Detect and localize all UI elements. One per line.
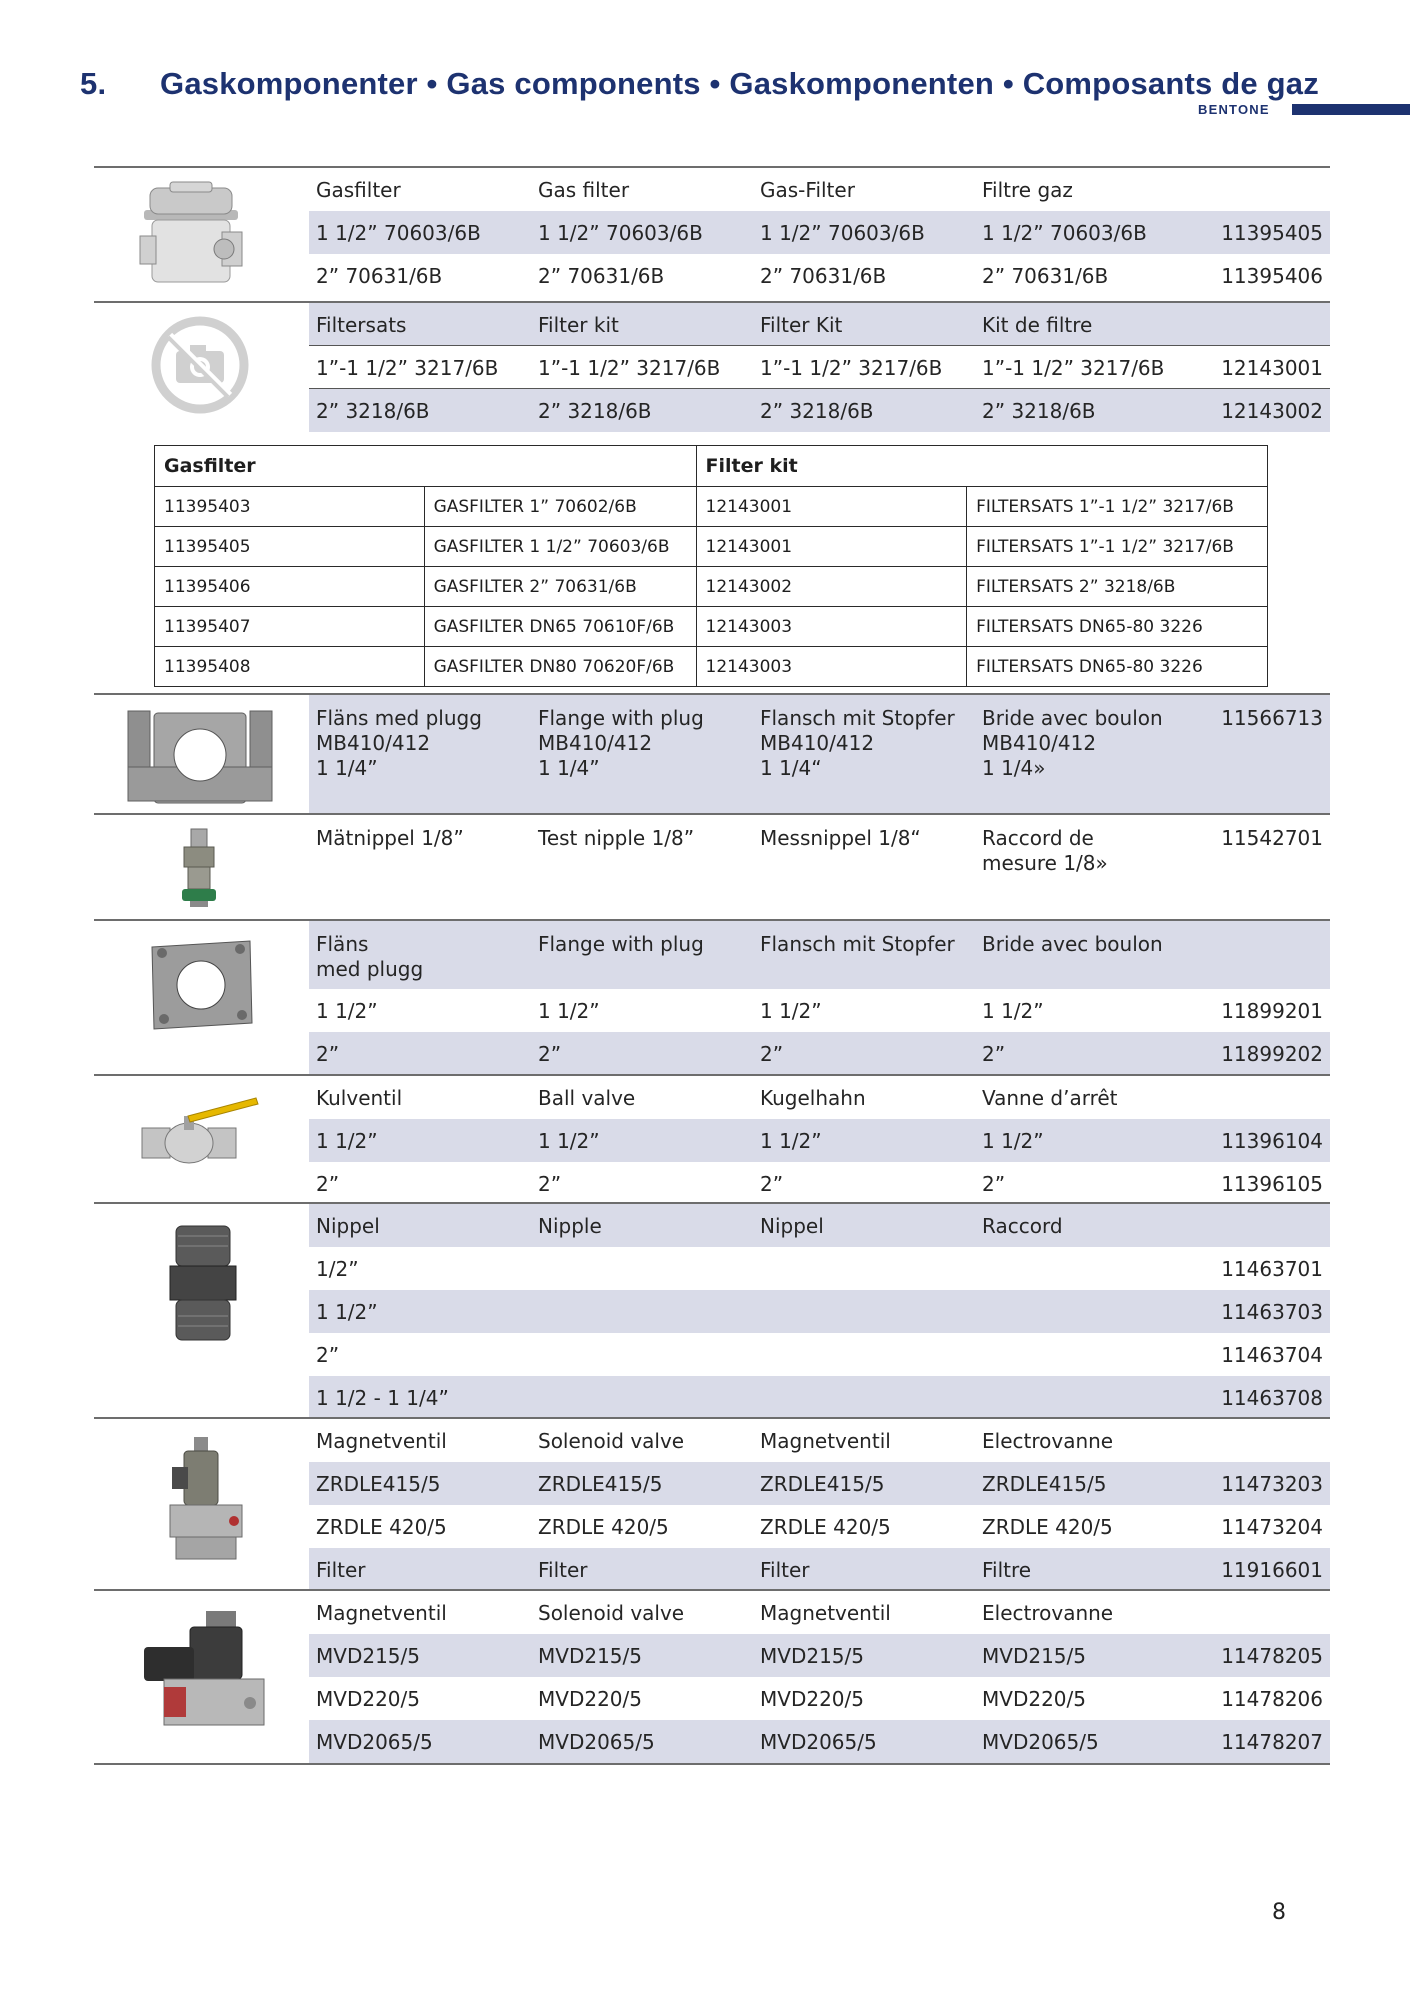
cell: Filter Kit [760,313,843,337]
gasfilter-filterkit-table [154,445,1268,687]
table-row [309,389,1330,432]
cell: 2” 70631/6B [760,264,887,288]
line: 1 1/4” [538,756,600,780]
cell: MVD2065/5 [538,1730,655,1754]
cell: MVD220/5 [760,1687,864,1711]
cell: Solenoid valve [538,1601,685,1625]
cell: Magnetventil [760,1601,891,1625]
cell: 2” [316,1172,340,1196]
line: 1 1/4” [316,756,378,780]
article-number: 12143002 [1221,399,1323,423]
cell: ZRDLE415/5 [760,1472,885,1496]
cell [760,706,955,781]
section-flange [94,919,1330,1076]
line: Bride avec boulon [982,706,1163,730]
article-number: 11899201 [1221,999,1323,1023]
article-number: 11396104 [1221,1129,1323,1153]
line: Flange with plug [538,706,704,730]
section-gas-filter [94,166,1330,303]
table-row [309,815,1330,919]
article-number: 11395405 [1221,221,1323,245]
table-row [309,1119,1330,1162]
table-row [309,1634,1330,1677]
brand-bar [1292,104,1410,115]
table-row [155,647,1268,687]
cell: 1/2” [316,1257,359,1281]
cell: GASFILTER DN65 70610F/6B [424,607,696,647]
cell: Test nipple 1/8” [538,826,695,850]
cell: Electrovanne [982,1429,1114,1453]
table-row [309,1548,1330,1591]
article-number: 11473204 [1221,1515,1323,1539]
cell: FILTERSATS 2” 3218/6B [967,567,1268,607]
filter-kit-header [309,303,1330,346]
cell: FILTERSATS 1”-1 1/2” 3217/6B [967,527,1268,567]
cell: 2” 3218/6B [982,399,1096,423]
table-row [155,567,1268,607]
cell: FILTERSATS 1”-1 1/2” 3217/6B [967,487,1268,527]
line: Flansch mit Stopfer [760,706,955,730]
cell: 1 1/2” [316,1129,378,1153]
cell: Messnippel 1/8“ [760,826,921,850]
table-row [309,1247,1330,1290]
section-solenoid-mvd [94,1589,1330,1765]
cell: Nippel [316,1214,380,1238]
cell: 1 1/2” 70603/6B [538,221,703,245]
cell: MVD2065/5 [760,1730,877,1754]
cell: ZRDLE415/5 [538,1472,663,1496]
table-row [309,695,1330,814]
cell: Kulventil [316,1086,403,1110]
article-number: 11566713 [1221,706,1323,730]
table-row [155,527,1268,567]
cell: Gas-Filter [760,178,855,202]
cell: Gas filter [538,178,630,202]
cell: 12143003 [696,647,967,687]
cell: Mätnippel 1/8” [316,826,464,850]
cell: MVD215/5 [538,1644,642,1668]
line: 1 1/4» [982,756,1046,780]
cell: GASFILTER 1” 70602/6B [424,487,696,527]
line: Raccord de [982,826,1094,850]
article-number: 11463704 [1221,1343,1323,1367]
cell: 2” 3218/6B [760,399,874,423]
cell: 1 1/2” [538,999,600,1023]
table-header-row [155,446,1268,487]
cell: Nipple [538,1214,602,1238]
section-test-nipple [94,813,1330,921]
cell: Raccord [982,1214,1063,1238]
cell: ZRDLE 420/5 [982,1515,1113,1539]
article-number: 11463701 [1221,1257,1323,1281]
cell [316,706,482,781]
line: mesure 1/8» [982,851,1108,875]
cell: 1 1/2” [316,999,378,1023]
cell: Kit de filtre [982,313,1093,337]
cell: ZRDLE415/5 [982,1472,1107,1496]
line: Fläns [316,932,369,956]
table-row [309,1333,1330,1376]
gas-filter-image [136,180,246,292]
cell: Flansch mit Stopfer [760,932,955,956]
cell: 1 1/2” 70603/6B [316,221,481,245]
table-row [155,607,1268,647]
cell: MVD2065/5 [982,1730,1099,1754]
solenoid-valve-mvd-image [140,1607,270,1737]
cell: 12143002 [696,567,967,607]
table-row [309,1162,1330,1205]
line: MB410/412 [982,731,1097,755]
solenoid-valve-image [164,1435,248,1565]
cell: 11395406 [155,567,425,607]
section-number: 5. [80,66,107,101]
line: Fläns med plugg [316,706,482,730]
line: MB410/412 [316,731,431,755]
section-filter-kit [94,301,1330,433]
cell: 2” 70631/6B [316,264,443,288]
cell: GASFILTER 1 1/2” 70603/6B [424,527,696,567]
cell: Filtersats [316,313,407,337]
column-header: Filter kit [696,446,1268,487]
article-number: 11899202 [1221,1042,1323,1066]
cell: Flange with plug [538,932,704,956]
cell: 1 1/2” [982,999,1044,1023]
cell: 1”-1 1/2” 3217/6B [760,356,943,380]
line: MB410/412 [538,731,653,755]
cell: 12143001 [696,487,967,527]
cell: GASFILTER DN80 70620F/6B [424,647,696,687]
cell: MVD220/5 [316,1687,420,1711]
test-nipple-image [174,827,224,909]
cell: ZRDLE 420/5 [760,1515,891,1539]
table-row [309,1677,1330,1720]
cell: 1 1/2” [760,999,822,1023]
flange-image [124,707,276,807]
article-number: 11478206 [1221,1687,1323,1711]
cell: 2” [760,1042,784,1066]
cell [982,826,1108,876]
cell: Filtre gaz [982,178,1073,202]
cell: Magnetventil [316,1429,447,1453]
table-row [309,1290,1330,1333]
cell: Kugelhahn [760,1086,866,1110]
cell: MVD215/5 [316,1644,420,1668]
cell: 11395403 [155,487,425,527]
table-row [155,487,1268,527]
table-row [309,1032,1330,1075]
cell: 2” [316,1343,340,1367]
article-number: 11463703 [1221,1300,1323,1324]
nipple-image [166,1222,240,1346]
solenoid-zrdle-header [309,1419,1330,1462]
cell [316,932,423,982]
cell [982,706,1163,781]
cell: ZRDLE 420/5 [538,1515,669,1539]
table-row [309,1462,1330,1505]
cell: 2” [760,1172,784,1196]
cell: Bride avec boulon [982,932,1163,956]
cell: 11395407 [155,607,425,647]
gas-filter-header [309,168,1330,211]
article-number: 11463708 [1221,1386,1323,1410]
cell [538,706,704,781]
cell: 1”-1 1/2” 3217/6B [538,356,721,380]
table-row [309,1720,1330,1763]
cell: 12143003 [696,607,967,647]
cell: 12143001 [696,527,967,567]
cell: FILTERSATS DN65-80 3226 [967,607,1268,647]
table-row [309,211,1330,254]
cell: 2” [982,1172,1006,1196]
cell: 1 1/2” [538,1129,600,1153]
cell: 1 1/2” 70603/6B [982,221,1147,245]
cell: 11395405 [155,527,425,567]
column-header: Gasfilter [155,446,697,487]
cell: Ball valve [538,1086,636,1110]
cell: 2” 70631/6B [982,264,1109,288]
cell: 1 1/2” [760,1129,822,1153]
cell: Solenoid valve [538,1429,685,1453]
article-number: 11542701 [1221,826,1323,850]
cell: 1”-1 1/2” 3217/6B [316,356,499,380]
cell: 1 1/2 - 1 1/4” [316,1386,449,1410]
line: 1 1/4“ [760,756,822,780]
cell: Filter kit [538,313,619,337]
cell: 2” [538,1042,562,1066]
cell: Magnetventil [316,1601,447,1625]
section-ball-valve [94,1074,1330,1204]
cell: Filter [538,1558,588,1582]
article-number: 11395406 [1221,264,1323,288]
cell: 2” [982,1042,1006,1066]
section-flange-mb [94,693,1330,815]
cell: 2” 3218/6B [538,399,652,423]
cell: Gasfilter [316,178,401,202]
cell: 1”-1 1/2” 3217/6B [982,356,1165,380]
section-title: Gaskomponenter • Gas components • Gaskomponenten • Composants de gaz [160,66,1319,101]
cell: Magnetventil [760,1429,891,1453]
article-number: 11916601 [1221,1558,1323,1582]
line: med plugg [316,957,424,981]
article-number: 11478205 [1221,1644,1323,1668]
page-title [80,66,1319,106]
article-number: 11473203 [1221,1472,1323,1496]
cell: GASFILTER 2” 70631/6B [424,567,696,607]
cell: ZRDLE 420/5 [316,1515,447,1539]
section-nipple [94,1202,1330,1419]
line: MB410/412 [760,731,875,755]
cell: Filter [760,1558,810,1582]
cell: Filter [316,1558,366,1582]
article-number: 11396105 [1221,1172,1323,1196]
solenoid-mvd-header [309,1591,1330,1634]
cell: 2” 70631/6B [538,264,665,288]
section-solenoid-zrdle [94,1417,1330,1591]
cell: ZRDLE415/5 [316,1472,441,1496]
article-number: 12143001 [1221,356,1323,380]
cell: 11395408 [155,647,425,687]
cell: MVD2065/5 [316,1730,433,1754]
cell: FILTERSATS DN65-80 3226 [967,647,1268,687]
cell: Filtre [982,1558,1032,1582]
table-row [309,989,1330,1032]
cell: MVD220/5 [538,1687,642,1711]
table-row [309,254,1330,297]
cell: MVD215/5 [982,1644,1086,1668]
cell: 1 1/2” [316,1300,378,1324]
brand-logo-text: BENTONE [1198,102,1270,117]
no-image-icon [150,315,250,415]
page-number: 8 [1272,1900,1286,1925]
ball-valve-image [138,1092,260,1172]
cell: 2” [316,1042,340,1066]
cell: 2” 3218/6B [316,399,430,423]
nipple-header [309,1204,1330,1247]
ball-valve-header [309,1076,1330,1119]
flange-plate-image [146,937,256,1037]
cell: 1 1/2” [982,1129,1044,1153]
cell: Nippel [760,1214,824,1238]
table-row [309,1376,1330,1419]
cell: MVD215/5 [760,1644,864,1668]
cell: MVD220/5 [982,1687,1086,1711]
cell: 1 1/2” 70603/6B [760,221,925,245]
flange-header [309,921,1330,989]
table-row [309,346,1330,389]
cell: Electrovanne [982,1601,1114,1625]
table-row [309,1505,1330,1548]
cell: 2” [538,1172,562,1196]
article-number: 11478207 [1221,1730,1323,1754]
cell: Vanne d’arrêt [982,1086,1118,1110]
